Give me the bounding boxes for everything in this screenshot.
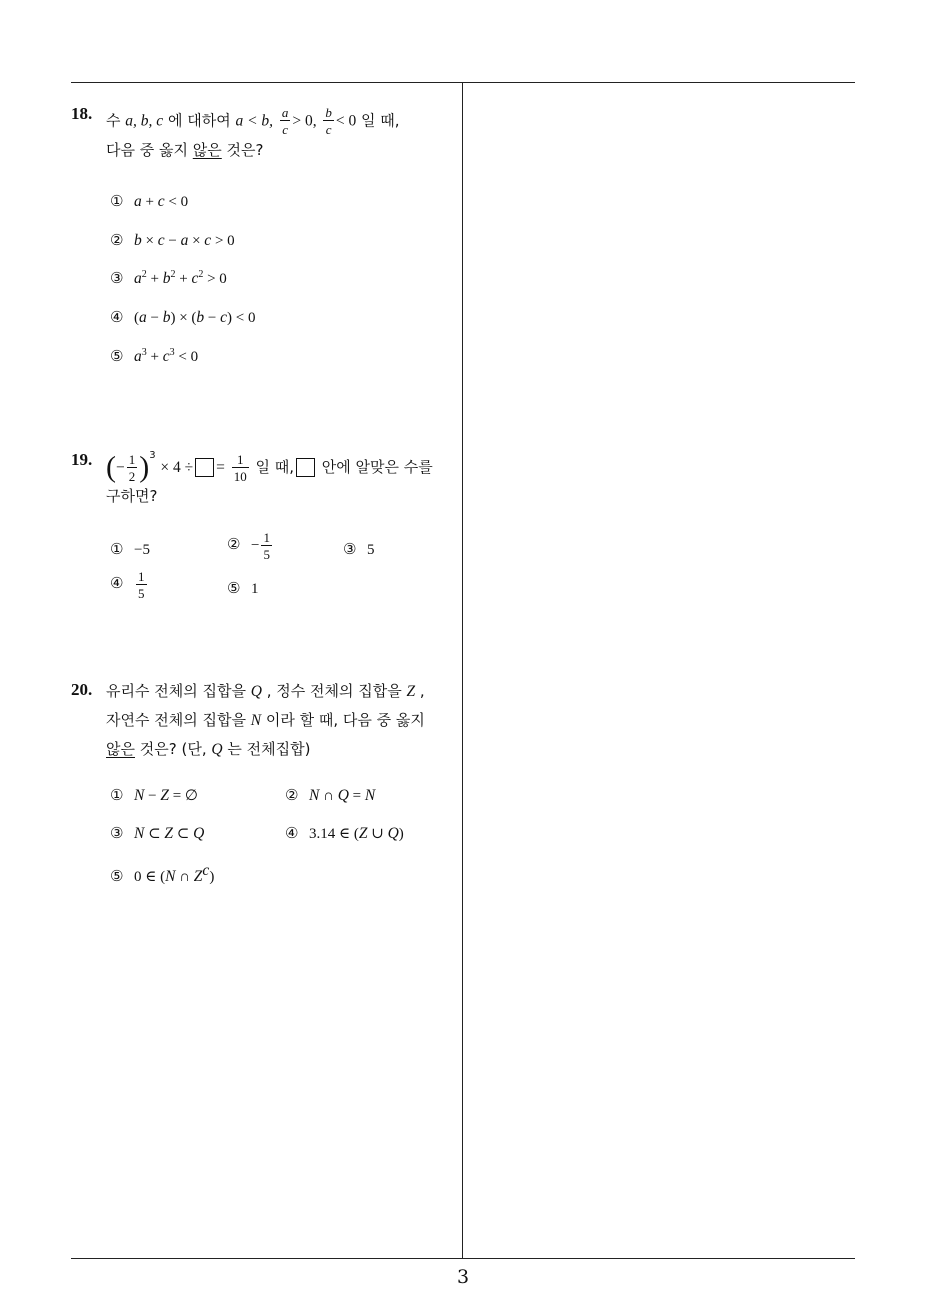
fraction-one-half: $\frac{1}{2}$ xyxy=(128,451,136,484)
question-18-number: 18. xyxy=(71,104,93,123)
question-20-line-2: 자연수 전체의 집합을 N 이라 할 때, 다음 중 옳지 xyxy=(106,711,425,729)
fraction-one-tenth: $\frac{1}{10}$ xyxy=(233,451,247,484)
underlined-not: 않은 xyxy=(192,141,222,159)
fraction-one-fifth: $\frac{1}{5}$ xyxy=(138,569,145,601)
column-divider xyxy=(462,82,463,1258)
question-20-stem xyxy=(106,677,425,764)
q20-option-3[interactable]: ③ N ⊂ Z ⊂ Q xyxy=(110,824,205,842)
bottom-rule xyxy=(71,1258,855,1259)
question-19-number: 19. xyxy=(71,450,93,469)
q19-option-1[interactable]: ① −5 xyxy=(110,540,150,558)
q20-option-5[interactable]: ⑤ 0 ∈ (N ∩ $Z^c$) xyxy=(110,862,215,885)
q20-option-2[interactable]: ② N ∩ Q = N xyxy=(285,786,376,804)
blank-box xyxy=(195,458,214,477)
question-19-line-1: (− $\frac{1}{2}$ )$^3$ × 4 ÷ = $\frac{1}{10}$ 일 때, 안에 알맞은 수를 xyxy=(106,450,433,484)
fraction-a-over-c: $\frac{a}{c}$ xyxy=(281,105,289,137)
q20-option-1[interactable]: ① N − Z = ∅ xyxy=(110,786,198,804)
q19-option-3[interactable]: ③ 5 xyxy=(343,540,375,558)
q19-option-4[interactable]: ④ $\frac{1}{5}$ xyxy=(110,569,145,601)
q19-option-5[interactable]: ⑤ 1 xyxy=(227,579,259,597)
q18-option-3[interactable]: ③ $a^2 + b^2 + c^2 > 0$ xyxy=(110,269,227,287)
q18-option-5[interactable]: ⑤ $a^3 + c^3 < 0$ xyxy=(110,347,199,365)
question-20-number: 20. xyxy=(71,680,93,699)
fraction-one-fifth: $\frac{1}{5}$ xyxy=(263,530,270,562)
question-18-line-2: 다음 중 옳지 않은 것은? xyxy=(106,141,264,159)
top-rule xyxy=(71,82,855,83)
question-20-line-1: 유리수 전체의 집합을 Q , 정수 전체의 집합을 Z , xyxy=(106,682,425,700)
q20-option-4[interactable]: ④ 3.14 ∈ (Z ∪ Q) xyxy=(285,824,404,842)
page-number: 3 xyxy=(456,1266,470,1288)
question-18-line-1: 수 a, b, c 에 대하여 a < b, $\frac{a}{c}$ > 0, $\frac{b}{c}$ < 0 일 때, xyxy=(106,105,400,137)
question-19-stem xyxy=(106,450,433,506)
question-20-line-3: 않은 것은? (단, Q 는 전체집합) xyxy=(106,740,311,758)
question-18-stem xyxy=(106,106,400,165)
blank-box xyxy=(296,458,315,477)
q19-option-2[interactable]: ② − $\frac{1}{5}$ xyxy=(227,530,270,562)
q18-option-1[interactable]: ① a + c < 0 xyxy=(110,192,189,210)
q18-option-4[interactable]: ④ (a − b) × (b − c) < 0 xyxy=(110,308,256,326)
q18-option-2[interactable]: ② b × c − a × c > 0 xyxy=(110,231,235,249)
fraction-b-over-c: $\frac{b}{c}$ xyxy=(325,105,332,137)
question-19-line-2: 구하면? xyxy=(106,486,158,505)
underlined-not: 않은 xyxy=(106,740,135,758)
